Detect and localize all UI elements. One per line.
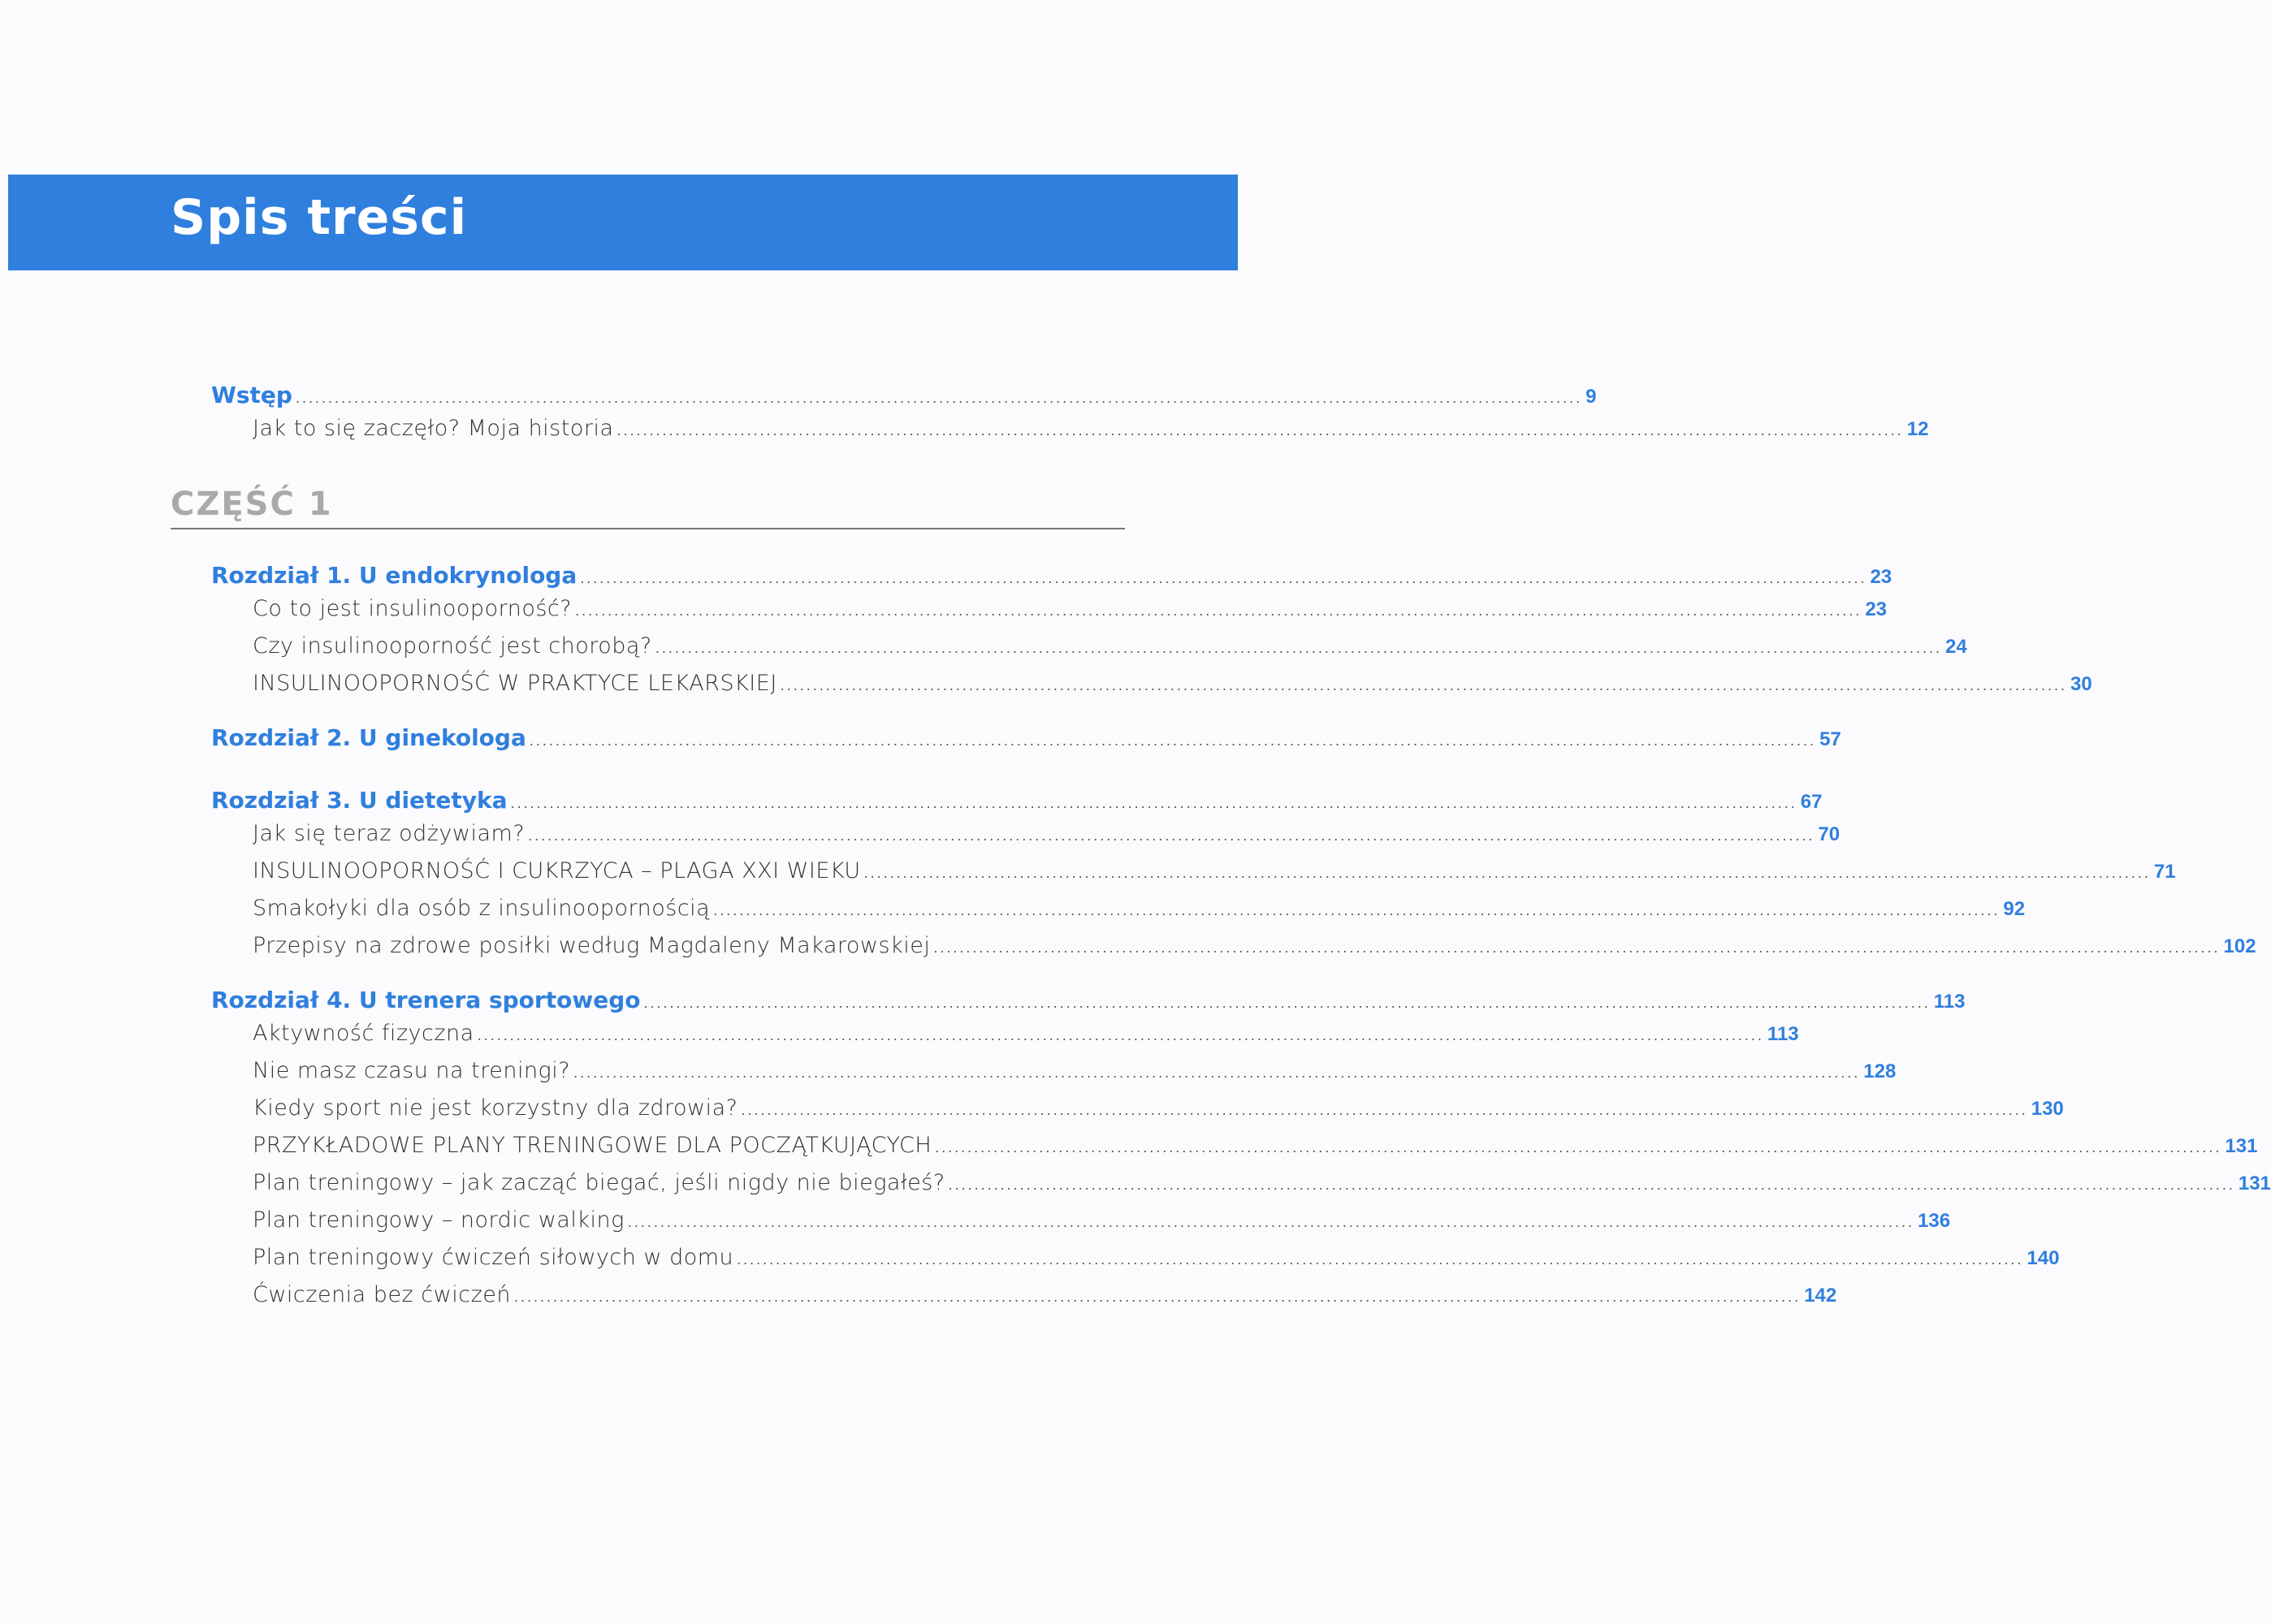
toc-item[interactable]: [211, 1207, 1951, 1245]
toc-page-number: 113: [1767, 1023, 1799, 1045]
toc-page-number: 71: [2153, 861, 2176, 883]
toc-item[interactable]: [211, 671, 2092, 708]
title-banner: [8, 175, 1238, 270]
toc-page-number: 57: [1819, 728, 1841, 750]
toc-item-title: Aktywność fizyczna: [253, 1021, 474, 1046]
leader-dots: ......................................................................................................................................................................................................: [933, 939, 2221, 956]
toc-item-title: Ćwiczenia bez ćwiczeń: [253, 1282, 511, 1307]
toc-page-number: 70: [1818, 823, 1841, 845]
page-title: Spis treści: [171, 189, 468, 246]
leader-dots: ......................................................................................................................................................................................................: [935, 1139, 2222, 1155]
toc-page-number: 12: [1906, 418, 1929, 440]
toc-item-title: Plan treningowy ćwiczeń siłowych w domu: [253, 1245, 734, 1270]
toc-item[interactable]: [211, 933, 2256, 970]
leader-dots: ......................................................................................................................................................................................................: [295, 390, 1583, 406]
leader-dots: ......................................................................................................................................................................................................: [741, 1102, 2028, 1118]
toc-page-number: 113: [1933, 991, 1966, 1013]
toc-item-title: Przepisy na zdrowe posiłki według Magdaleny Makarowskiej: [253, 933, 931, 958]
toc-page-number: 131: [2238, 1173, 2271, 1194]
leader-dots: ......................................................................................................................................................................................................: [513, 1289, 1802, 1305]
toc-item[interactable]: [211, 596, 1888, 633]
toc-item[interactable]: [211, 1170, 2271, 1207]
part-heading: [171, 486, 1125, 529]
toc-page-number: 131: [2225, 1135, 2258, 1157]
toc-item-title: Smakołyki dla osób z insulinoopornością: [253, 896, 711, 921]
part-title: CZĘŚĆ 1: [171, 486, 333, 523]
toc-page-number: 67: [1800, 791, 1823, 813]
toc-page-number: 23: [1865, 598, 1888, 620]
toc-chapter-1[interactable]: [211, 562, 1892, 596]
toc-chapter-2[interactable]: [211, 724, 1841, 758]
toc-chapter-title: Rozdział 1. U endokrynologa: [211, 562, 577, 589]
toc-page-number: 128: [1863, 1060, 1897, 1082]
leader-dots: ......................................................................................................................................................................................................: [713, 902, 2001, 918]
toc-page-number: 140: [2027, 1247, 2060, 1269]
toc-item[interactable]: [211, 1133, 2258, 1170]
toc-item-title: Czy insulinooporność jest chorobą?: [253, 633, 652, 659]
toc-item-title: Jak to się zaczęło? Moja historia: [253, 416, 614, 441]
toc-page-number: 142: [1804, 1285, 1837, 1307]
toc-chapter-intro[interactable]: [211, 382, 1597, 416]
leader-dots: ......................................................................................................................................................................................................: [528, 827, 1815, 844]
toc-chapter-title: Rozdział 4. U trenera sportowego: [211, 987, 641, 1013]
leader-dots: ......................................................................................................................................................................................................: [627, 1214, 1915, 1230]
toc-page-number: 9: [1585, 386, 1597, 408]
toc-item[interactable]: [211, 1245, 2060, 1282]
toc-item-title: INSULINOOPORNOŚĆ W PRAKTYCE LEKARSKIEJ: [253, 671, 777, 696]
toc-chapter-title: Rozdział 3. U dietetyka: [211, 787, 508, 814]
leader-dots: ......................................................................................................................................................................................................: [529, 732, 1817, 749]
leader-dots: ......................................................................................................................................................................................................: [780, 677, 2067, 693]
toc-page-number: 24: [1945, 636, 1967, 658]
leader-dots: ......................................................................................................................................................................................................: [863, 865, 2151, 881]
leader-dots: ......................................................................................................................................................................................................: [737, 1251, 2024, 1268]
toc-item-title: Plan treningowy – jak zacząć biegać, jeśli nigdy nie biegałeś?: [253, 1170, 945, 1195]
toc-chapter-4[interactable]: [211, 987, 1966, 1021]
toc-item[interactable]: [211, 896, 2026, 933]
leader-dots: ......................................................................................................................................................................................................: [643, 995, 1931, 1011]
toc-page-number: 136: [1918, 1210, 1951, 1232]
toc-item-title: Plan treningowy – nordic walking: [253, 1207, 625, 1233]
toc-page-number: 23: [1870, 566, 1892, 588]
leader-dots: ......................................................................................................................................................................................................: [510, 795, 1797, 811]
toc-item-title: INSULINOOPORNOŚĆ I CUKRZYCA – PLAGA XXI WIEKU: [253, 858, 861, 883]
toc-item[interactable]: [211, 1058, 1897, 1095]
toc-page-number: 102: [2223, 935, 2256, 957]
leader-dots: ......................................................................................................................................................................................................: [580, 570, 1867, 586]
toc-item[interactable]: [211, 633, 1967, 671]
leader-dots: ......................................................................................................................................................................................................: [616, 422, 1904, 438]
leader-dots: ......................................................................................................................................................................................................: [575, 603, 1862, 619]
toc-item[interactable]: [211, 821, 1841, 858]
toc-page-number: 92: [2003, 898, 2026, 920]
toc-item-title: Co to jest insulinooporność?: [253, 596, 573, 621]
toc-item[interactable]: [211, 1095, 2064, 1133]
toc-item[interactable]: [211, 1021, 1799, 1058]
leader-dots: ......................................................................................................................................................................................................: [948, 1177, 2235, 1193]
toc-item[interactable]: [211, 416, 1929, 453]
toc-item-title: Nie masz czasu na treningi?: [253, 1058, 571, 1083]
toc-page-number: 30: [2070, 673, 2092, 695]
toc-page-number: 130: [2031, 1098, 2064, 1120]
toc-item-title: Kiedy sport nie jest korzystny dla zdrowia?: [253, 1095, 738, 1121]
table-of-contents: [171, 382, 2271, 1320]
toc-item-title: PRZYKŁADOWE PLANY TRENINGOWE DLA POCZĄTKUJĄCYCH: [253, 1133, 932, 1158]
toc-item[interactable]: [211, 858, 2176, 896]
leader-dots: ......................................................................................................................................................................................................: [655, 640, 1943, 656]
toc-chapter-title: Rozdział 2. U ginekologa: [211, 724, 526, 751]
toc-chapter-3[interactable]: [211, 787, 1823, 821]
toc-chapter-title: Wstęp: [211, 382, 292, 408]
leader-dots: ......................................................................................................................................................................................................: [573, 1065, 1861, 1081]
leader-dots: ......................................................................................................................................................................................................: [477, 1027, 1764, 1043]
toc-item-title: Jak się teraz odżywiam?: [253, 821, 526, 846]
toc-item[interactable]: [211, 1282, 1837, 1320]
